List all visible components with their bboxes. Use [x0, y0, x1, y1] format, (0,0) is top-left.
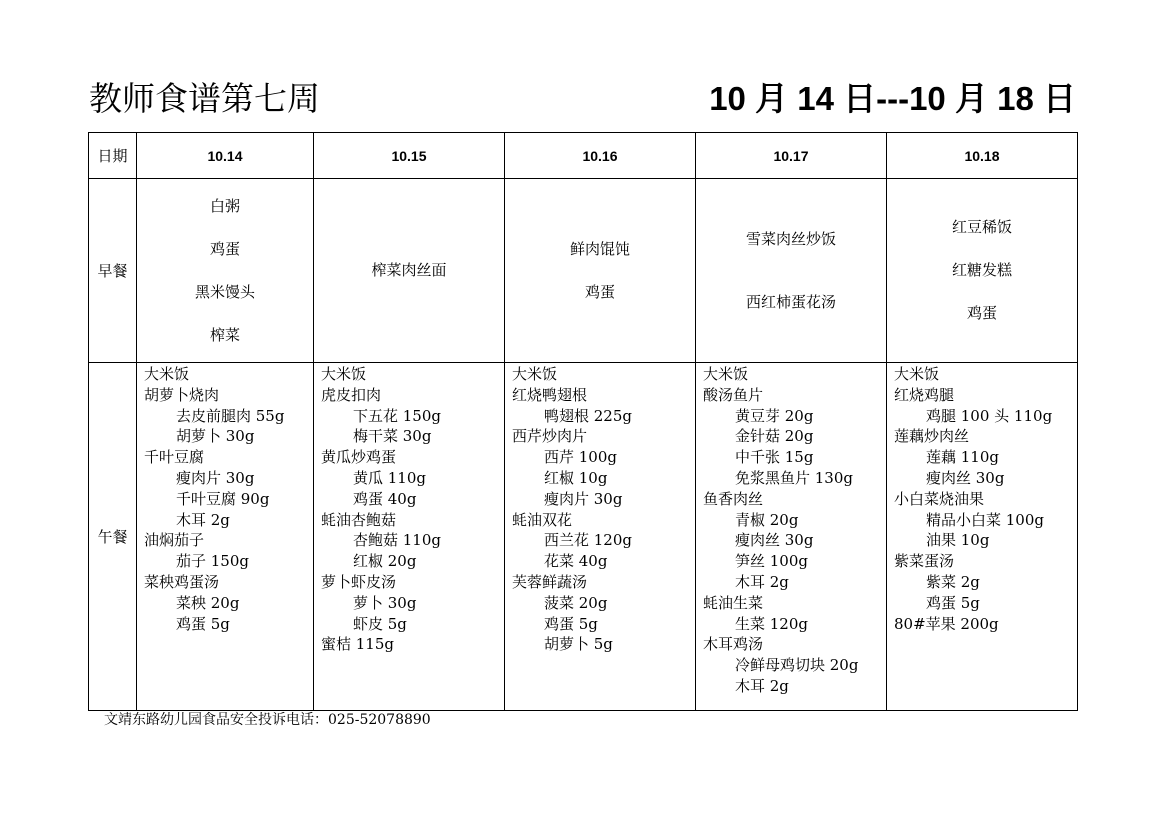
date-label: 日期	[89, 133, 137, 179]
day-header: 10.15	[314, 133, 505, 179]
dish-name: 80#苹果 200g	[894, 614, 999, 633]
ingredient-line: 鸡蛋 5g	[544, 614, 598, 633]
ingredient-line: 笋丝 100g	[735, 552, 809, 571]
ingredient-line: 瘦肉丝 30g	[926, 468, 1005, 487]
dish-name: 大米饭	[144, 365, 190, 383]
dish-name: 蚝油双花	[512, 510, 573, 529]
ingredient-line: 胡萝卜 5g	[544, 635, 613, 654]
dish-name: 虎皮扣肉	[321, 385, 382, 404]
dish-name: 鱼香肉丝	[703, 489, 764, 508]
ingredient-line: 去皮前腿肉 55g	[176, 406, 285, 425]
ingredient-line: 青椒 20g	[735, 510, 799, 529]
lunch-cell	[696, 363, 887, 711]
ingredient-line: 红椒 10g	[544, 468, 608, 487]
ingredient-line: 瘦肉片 30g	[176, 468, 255, 487]
dish-name: 蚝油生菜	[703, 593, 764, 612]
ingredient-line: 菜秧 20g	[176, 593, 240, 612]
dish-name: 大米饭	[321, 365, 367, 383]
lunch-cell	[505, 363, 696, 711]
dish-name: 木耳鸡汤	[703, 635, 764, 654]
breakfast-item: 西红柿蛋花汤	[745, 292, 836, 311]
dish-name: 蜜桔 115g	[321, 635, 395, 654]
ingredient-line: 杏鲍菇 110g	[353, 531, 442, 550]
dish-name: 蚝油杏鲍菇	[321, 510, 397, 529]
ingredient-line: 千叶豆腐 90g	[176, 489, 270, 508]
dish-name: 酸汤鱼片	[703, 385, 764, 404]
breakfast-item: 白粥	[209, 196, 240, 215]
ingredient-line: 萝卜 30g	[353, 593, 417, 612]
lunch-cell	[137, 363, 314, 711]
complaint-hotline: 文靖东路幼儿园食品安全投诉电话：025-52078890	[104, 712, 431, 728]
ingredient-line: 菠菜 20g	[544, 593, 608, 612]
ingredient-line: 木耳 2g	[735, 572, 789, 591]
ingredient-line: 西芹 100g	[544, 448, 618, 467]
dish-name: 红烧鸭翅根	[512, 385, 588, 404]
dish-name: 大米饭	[894, 365, 940, 383]
ingredient-line: 金针菇 20g	[735, 427, 814, 446]
dish-name: 胡萝卜烧肉	[144, 385, 220, 404]
ingredient-line: 木耳 2g	[176, 510, 230, 529]
breakfast-item: 榨菜肉丝面	[371, 261, 447, 279]
ingredient-line: 虾皮 5g	[353, 614, 407, 633]
lunch-cell	[887, 363, 1078, 711]
ingredient-line: 黄瓜 110g	[353, 468, 427, 487]
breakfast-cell	[314, 179, 505, 363]
breakfast-item: 红糖发糕	[951, 261, 1012, 279]
dish-name: 大米饭	[512, 365, 558, 383]
ingredient-line: 梅干菜 30g	[353, 427, 432, 446]
breakfast-label: 早餐	[89, 179, 137, 363]
date-range: 10 月 14 日---10 月 18 日	[709, 80, 1076, 117]
day-header: 10.17	[696, 133, 887, 179]
ingredient-line: 莲藕 110g	[926, 448, 1000, 467]
ingredient-line: 黄豆芽 20g	[735, 406, 814, 425]
ingredient-line: 鸡蛋 5g	[176, 614, 230, 633]
breakfast-item: 鸡蛋	[584, 282, 615, 301]
dish-name: 西芹炒肉片	[512, 427, 588, 446]
ingredient-line: 胡萝卜 30g	[176, 427, 255, 446]
ingredient-line: 鸡蛋 40g	[353, 489, 417, 508]
breakfast-row	[89, 179, 1078, 363]
lunch-label: 午餐	[89, 363, 137, 711]
ingredient-line: 鸡蛋 5g	[926, 593, 980, 612]
ingredient-line: 茄子 150g	[176, 552, 250, 571]
ingredient-line: 瘦肉丝 30g	[735, 531, 814, 550]
day-header: 10.18	[887, 133, 1078, 179]
ingredient-line: 木耳 2g	[735, 676, 789, 695]
dish-name: 小白菜烧油果	[894, 489, 985, 508]
day-header: 10.14	[137, 133, 314, 179]
breakfast-item: 雪菜肉丝炒饭	[745, 229, 836, 248]
ingredient-line: 花菜 40g	[544, 552, 608, 571]
dish-name: 红烧鸡腿	[894, 385, 955, 404]
menu-table	[88, 132, 1078, 711]
ingredient-line: 西兰花 120g	[544, 531, 633, 550]
ingredient-line: 生菜 120g	[735, 614, 809, 633]
header-row	[89, 133, 1078, 179]
dish-name: 油焖茄子	[144, 531, 205, 550]
ingredient-line: 油果 10g	[926, 531, 990, 550]
lunch-cell	[314, 363, 505, 711]
breakfast-item: 鸡蛋	[209, 239, 240, 258]
dish-name: 芙蓉鲜蔬汤	[512, 572, 588, 591]
dish-name: 大米饭	[703, 365, 749, 383]
dish-name: 黄瓜炒鸡蛋	[321, 448, 397, 467]
ingredient-line: 鸡腿 100 头 110g	[926, 406, 1053, 425]
lunch-row	[89, 363, 1078, 711]
ingredient-line: 红椒 20g	[353, 552, 417, 571]
page-title: 教师食谱第七周	[89, 79, 320, 118]
breakfast-cell	[696, 179, 887, 363]
ingredient-line: 免浆黑鱼片 130g	[735, 468, 854, 487]
breakfast-cell	[505, 179, 696, 363]
dish-name: 莲藕炒肉丝	[894, 427, 970, 446]
breakfast-item: 鸡蛋	[966, 304, 997, 322]
ingredient-line: 冷鲜母鸡切块 20g	[735, 656, 859, 675]
breakfast-cell	[887, 179, 1078, 363]
day-header: 10.16	[505, 133, 696, 179]
ingredient-line: 紫菜 2g	[926, 572, 980, 591]
ingredient-line: 精品小白菜 100g	[926, 510, 1045, 529]
breakfast-cell	[137, 179, 314, 363]
breakfast-item: 红豆稀饭	[951, 218, 1012, 236]
ingredient-line: 鸭翅根 225g	[544, 406, 633, 425]
breakfast-item: 黑米馒头	[194, 282, 255, 301]
dish-name: 千叶豆腐	[144, 448, 205, 467]
ingredient-line: 中千张 15g	[735, 448, 814, 467]
dish-name: 萝卜虾皮汤	[321, 572, 397, 591]
ingredient-line: 下五花 150g	[353, 406, 442, 425]
dish-name: 菜秧鸡蛋汤	[144, 572, 220, 591]
ingredient-line: 瘦肉片 30g	[544, 489, 623, 508]
breakfast-item: 榨菜	[209, 325, 240, 344]
dish-name: 紫菜蛋汤	[894, 552, 955, 571]
breakfast-item: 鲜肉馄饨	[569, 239, 630, 258]
